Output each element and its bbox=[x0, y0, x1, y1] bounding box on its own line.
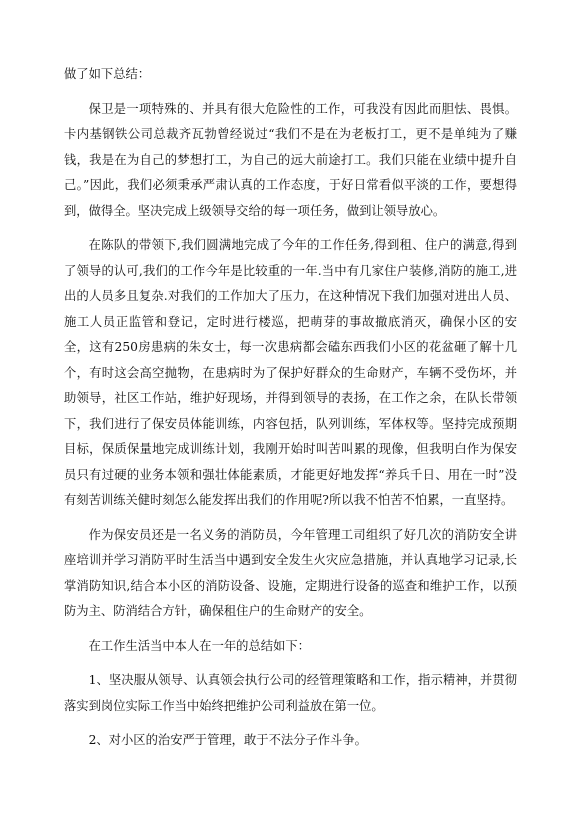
document-body bbox=[64, 62, 517, 754]
paragraph-fire-safety: 作为保安员还是一名义务的消防员，今年管理工司组织了好几次的消防安全讲座培训并学习消防平时生活当中遇到安全发生火灾应急措施，并认真地学习记录,长掌消防知识,结合本小区的消防设备、设施，定期进行设备的巡查和维护工作，以预防为主、防消结合方针，确保租住户的生命财产的安全。 bbox=[64, 527, 517, 618]
paragraph-intro: 做了如下总结： bbox=[64, 67, 151, 81]
paragraph-team-achievements: 在陈队的带领下,我们圆满地完成了今年的工作任务,得到租、住户的满意,得到了领导的认可,我们的工作今年是比较重的一年.当中有几家住户装修,消防的施工,进出的人员多且复杂.对我们的工作加大了压力，在这种情况下我们加强对进出人员、施工人员正监管和登记，定时进行楼巡，把萌芽的事故撤底消灭，确保小区的安全，这有250房患病的朱女士，每一次患病都会磕东西我们小区的花盆砸了解十几个，有时这会高空抛物，在患病时为了保护好群众的生命财产，车辆不受伤坏，并助领导，社区工作站，维护好现场，并得到领导的表扬，在工作之余，在队长带领下，我们进行了保安员体能训练，内容包括，队列训练，军体权等。坚持完成预期目标，保质保量地完成训练计划，我刚开始时叫苦叫累的现像，但我明白作为保安员只有过硬的业务本领和强壮体能素质，才能更好地发挥“养兵千日、用在一时”没有刻苦训练关健时刻怎么能发挥出我们的作用呢?所以我不怕苦不怕累，一直坚持。 bbox=[64, 238, 517, 507]
list-item-2: 2、对小区的治安严于管理，敢于不法分子作斗争。 bbox=[88, 733, 367, 747]
paragraph-summary-heading: 在工作生活当中本人在一年的总结如下： bbox=[88, 638, 310, 653]
paragraph-security-work: 保卫是一项特殊的、并具有很大危险性的工作，可我没有因此而胆怯、畏惧。卡内基钢铁公司总裁齐瓦勃曾经说过“我们不是在为老板打工，更不是单纯为了赚钱，我是在为自己的梦想打工，为自己的远大前途打工。我们只能在业绩中提升自己。”因此，我们必须秉承严肃认真的工作态度，于好日常看似平淡的工作，要想得到，做得全。坚决完成上级领导交给的每一项任务，做到让领导放心。 bbox=[64, 101, 517, 218]
list-item-1: 1、坚决服从领导、认真领会执行公司的经管理策略和工作，指示精神，并贯彻落实到岗位实际工作当中始终把维护公司利益放在第一位。 bbox=[64, 673, 517, 713]
